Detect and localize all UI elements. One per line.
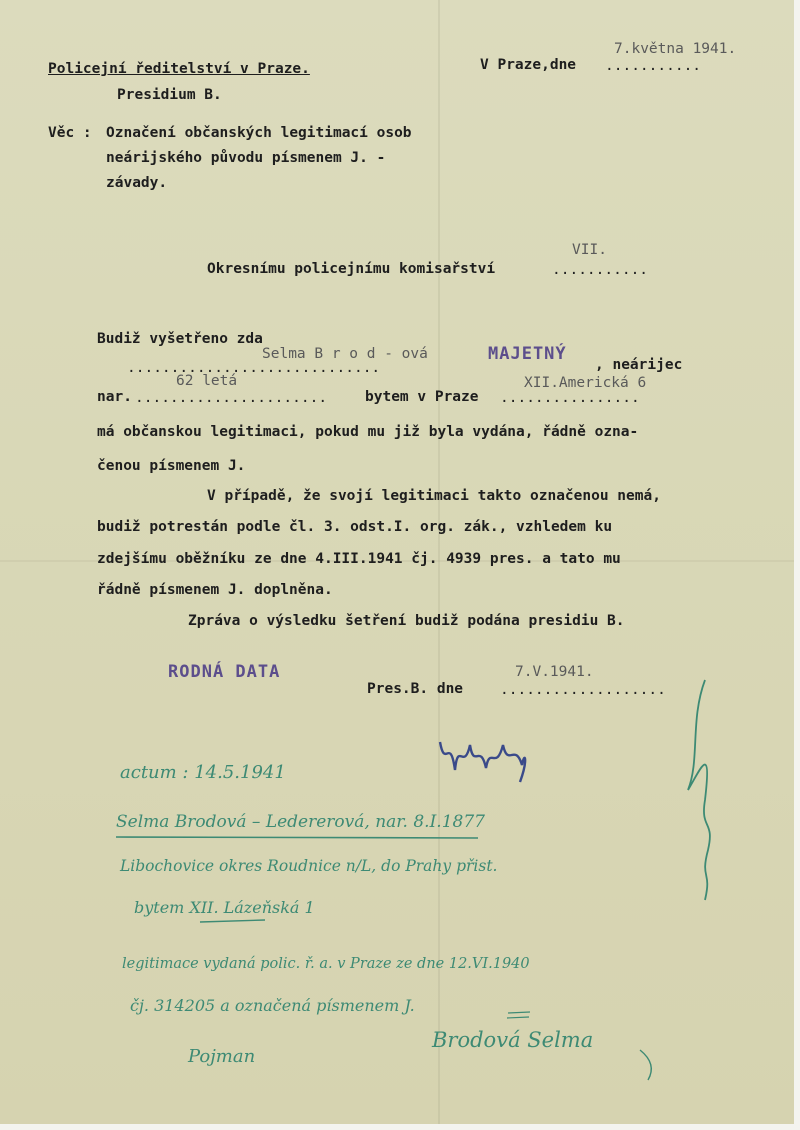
subject-label: Věc :: [48, 125, 92, 141]
body-line-1: Budiž vyšetřeno zda: [97, 331, 263, 347]
green-vertical-mark: [688, 680, 710, 900]
footer-date: 7.V.1941.: [515, 664, 594, 680]
body-line-10: Zpráva o výsledku šetření budiž podána presidiu B.: [188, 613, 625, 629]
body-line-8: zdejšímu oběžníku ze dne 4.III.1941 čj. 4939 pres. a tato mu: [97, 551, 621, 567]
blue-scribble-signature: [440, 742, 525, 782]
place-date-prefix: V Praze,dne: [480, 57, 577, 73]
pres-b-label: Pres.B. dne: [367, 681, 464, 697]
person-name: Selma B r o d - ová: [262, 346, 428, 362]
residence-dots: ................: [500, 390, 640, 406]
handwritten-legitimation: legitimace vydaná polic. ř. a. v Praze ze dne 12.VI.1940: [122, 956, 530, 972]
handwritten-name-birth: Selma Brodová – Ledererová, nar. 8.I.1877: [116, 812, 485, 832]
subject-line-3: závady.: [106, 175, 168, 191]
handwritten-underline: [116, 837, 478, 838]
body-line-5: čenou písmenem J.: [97, 458, 246, 474]
residence-label: bytem v Praze: [365, 389, 479, 405]
subject-line-1: Označení občanských legitimací osob: [106, 125, 412, 141]
district-number: VII.: [572, 242, 607, 258]
handwritten-actum: actum : 14.5.1941: [120, 762, 286, 783]
born-dots: ......................: [135, 390, 328, 406]
issuing-authority: Policejní ředitelství v Praze.: [48, 61, 310, 77]
handwritten-double-underline: [507, 1012, 530, 1018]
handwritten-underline-short: [200, 920, 265, 922]
stamp-majetny: MAJETNÝ: [488, 344, 567, 364]
signature-holder: Brodová Selma: [432, 1028, 594, 1052]
handwritten-reference: čj. 314205 a označená písmenem J.: [130, 996, 415, 1015]
place-date-dots: ...........: [605, 58, 702, 74]
nearijec-text: , neárijec: [595, 357, 683, 373]
addressee-text: Okresnímu policejnímu komisařství: [207, 261, 496, 277]
pres-b-dots: ...................: [500, 682, 666, 698]
body-line-9: řádně písmenem J. doplněna.: [97, 582, 333, 598]
subject-line-2: neárijského původu písmenem J. -: [106, 150, 386, 166]
stamp-rodna-data: RODNÁ DATA: [168, 662, 281, 682]
born-label: nar.: [97, 389, 132, 405]
handwritten-birthplace: Libochovice okres Roudnice n/L, do Prahy přist.: [120, 857, 498, 875]
handwritten-address: bytem XII. Lázeňská 1: [134, 898, 315, 917]
body-line-6: V případě, že svojí legitimaci takto označenou nemá,: [207, 488, 661, 504]
person-age: 62 letá: [176, 373, 238, 389]
body-line-7: budiž potrestán podle čl. 3. odst.I. org. zák., vzhledem ku: [97, 519, 613, 535]
signature-flourish: [640, 1050, 651, 1080]
issue-date: 7.května 1941.: [614, 41, 737, 57]
person-address: XII.Americká 6: [524, 375, 647, 391]
name-dots: .............................: [127, 360, 381, 376]
addressee-dots: ...........: [552, 262, 649, 278]
department: Presidium B.: [117, 87, 222, 103]
body-line-4: má občanskou legitimaci, pokud mu již byla vydána, řádně ozna-: [97, 424, 639, 440]
signature-official: Pojman: [188, 1046, 256, 1067]
